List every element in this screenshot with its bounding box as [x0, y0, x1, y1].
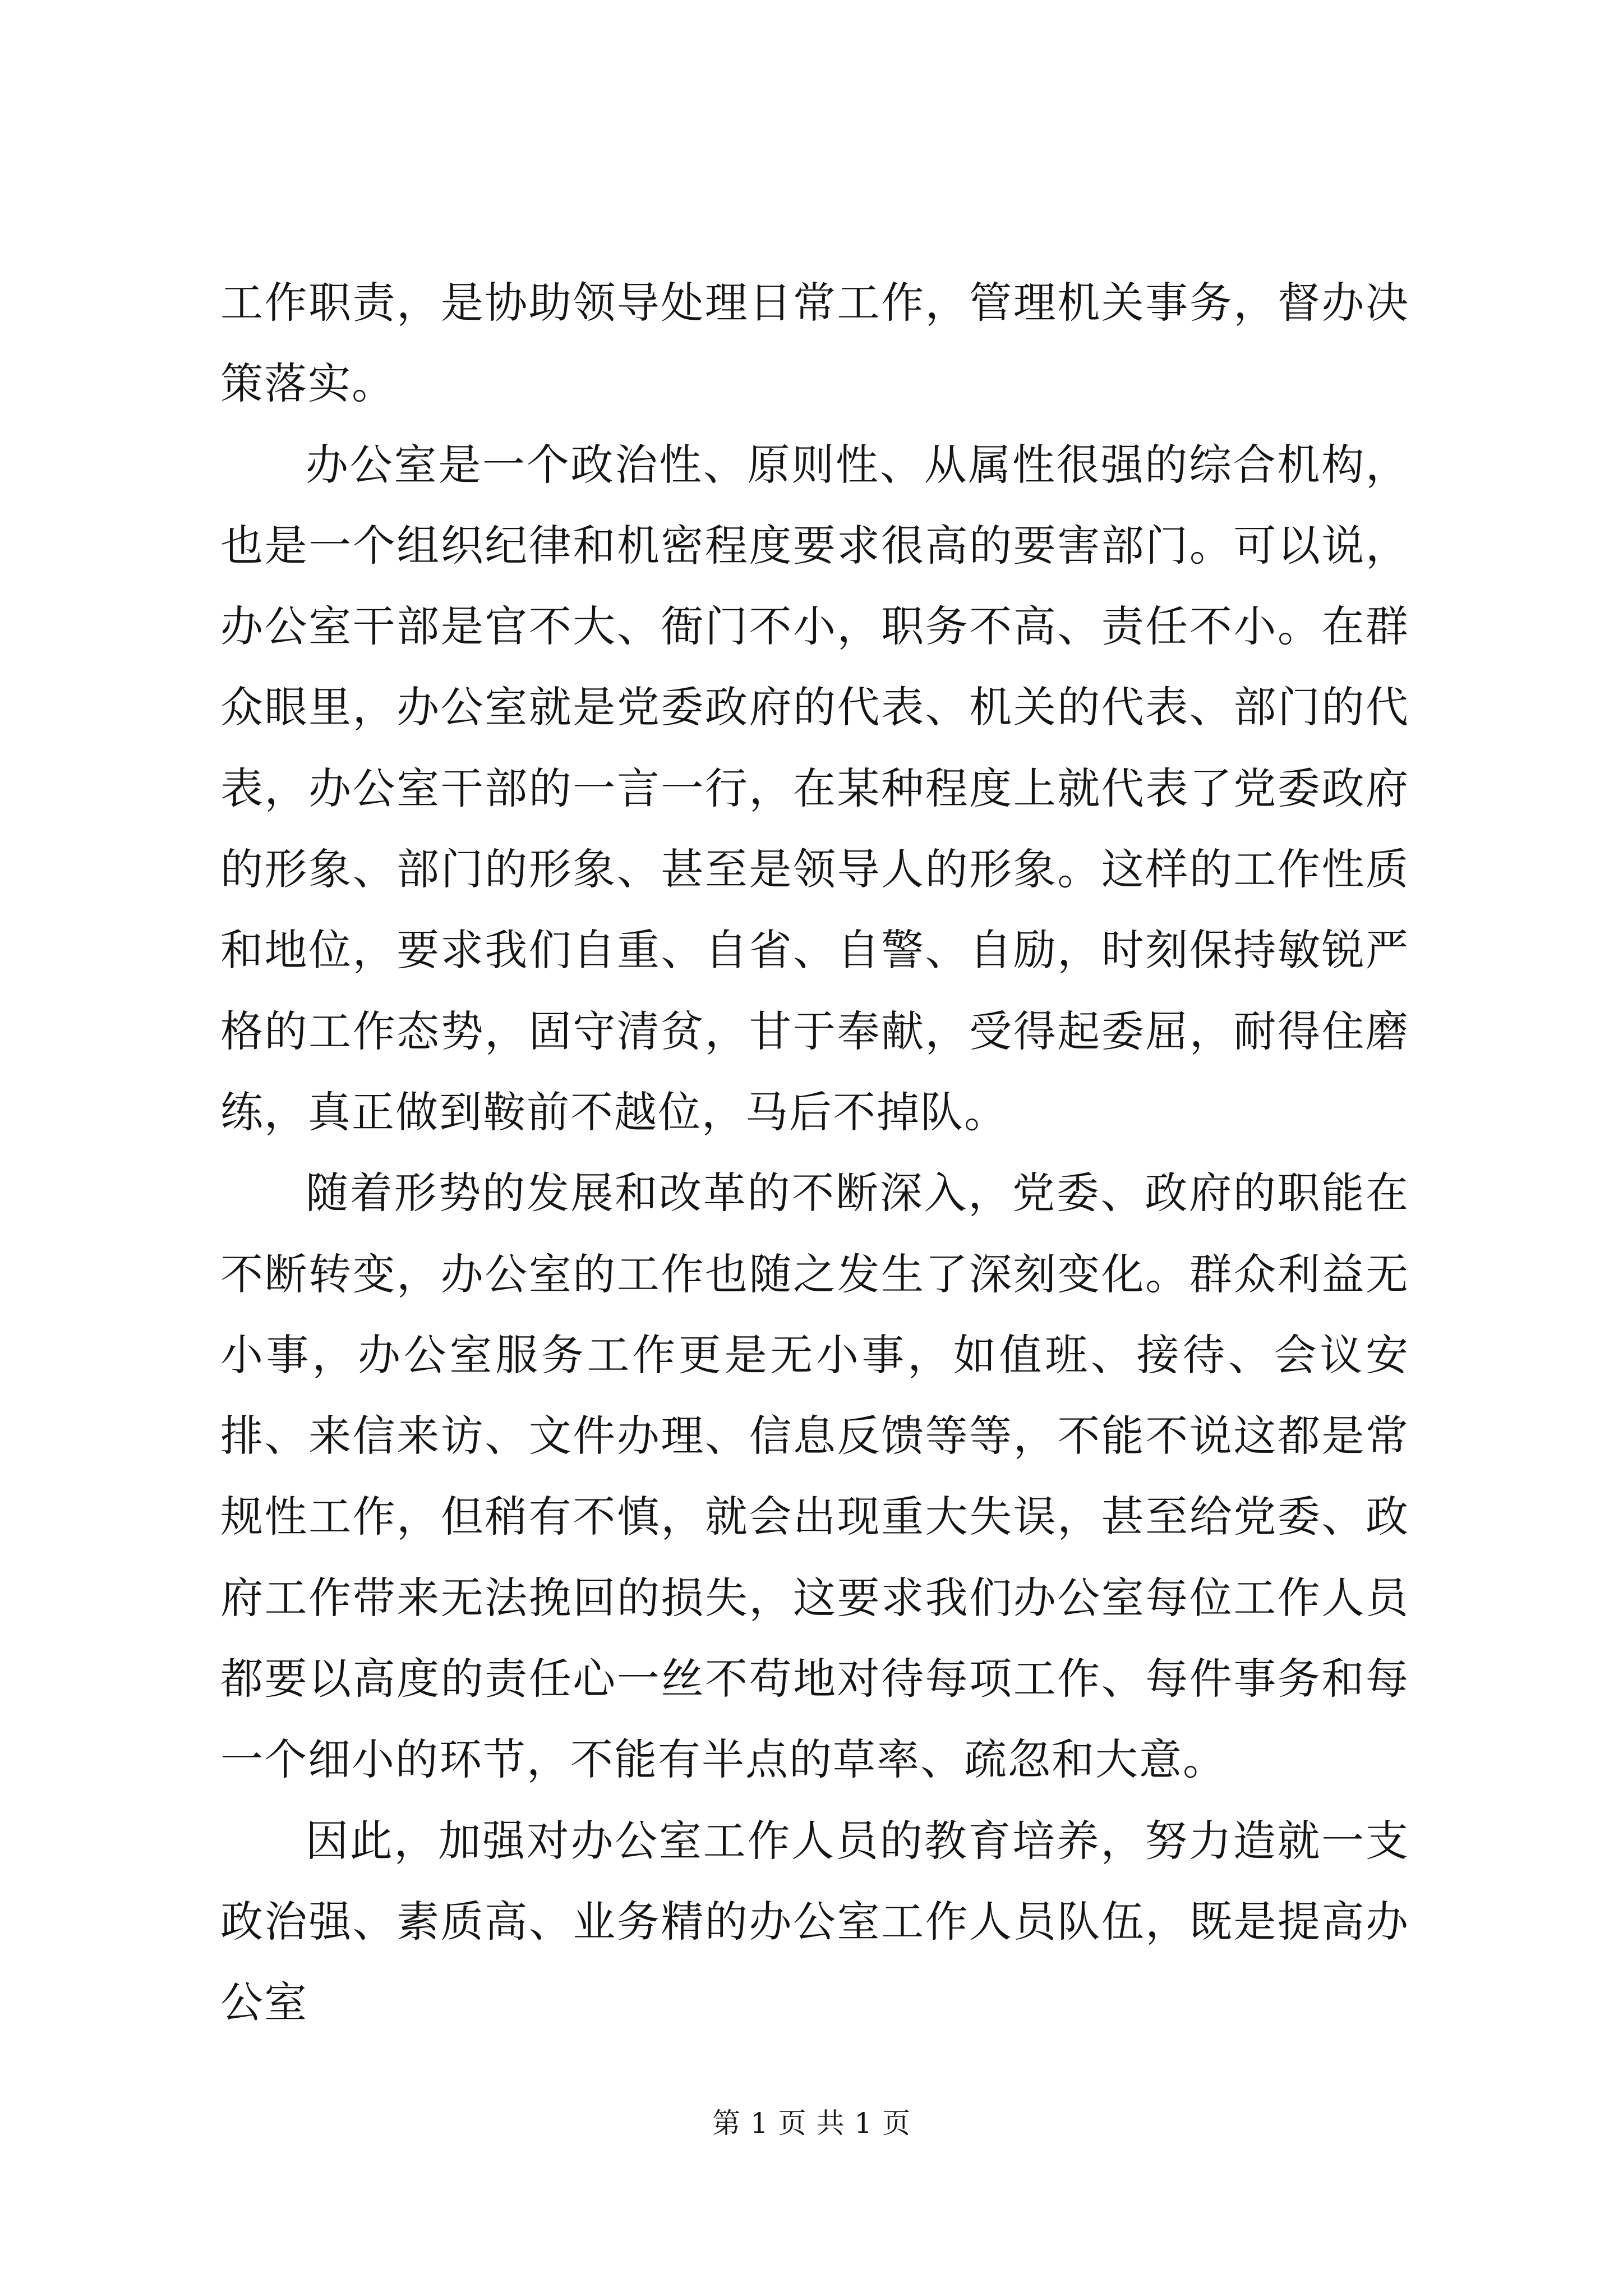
paragraph-continuation: 工作职责，是协助领导处理日常工作，管理机关事务，督办决策落实。	[220, 278, 1409, 409]
document-body	[220, 263, 1409, 2044]
page-number-footer: 第 1 页 共 1 页	[712, 2107, 911, 2139]
paragraph-reform-changes: 随着形势的发展和改革的不断深入，党委、政府的职能在不断转变，办公室的工作也随之发生了深刻变化。群众利益无小事，办公室服务工作更是无小事，如值班、接待、会议安排、来信来访、文件办理、信息反馈等等，不能不说这都是常规性工作，但稍有不慎，就会出现重大失误，甚至给党委、政府工作带来无法挽回的损失，这要求我们办公室每位工作人员都要以高度的责任心一丝不苟地对待每项工作、每件事务和每一个细小的环节，不能有半点的草率、疏忽和大意。	[220, 1168, 1409, 1785]
paragraph-training: 因此，加强对办公室工作人员的教育培养，努力造就一支政治强、素质高、业务精的办公室工作人员队伍，既是提高办公室	[220, 1815, 1409, 2028]
paragraph-office-nature: 办公室是一个政治性、原则性、从属性很强的综合机构，也是一个组织纪律和机密程度要求很高的要害部门。可以说，办公室干部是官不大、衙门不小，职务不高、责任不小。在群众眼里，办公室就是党委政府的代表、机关的代表、部门的代表，办公室干部的一言一行，在某种程度上就代表了党委政府的形象、部门的形象、甚至是领导人的形象。这样的工作性质和地位，要求我们自重、自省、自警、自励，时刻保持敏锐严格的工作态势，固守清贫，甘于奉献，受得起委屈，耐得住磨练，真正做到鞍前不越位，马后不掉队。	[220, 439, 1409, 1137]
